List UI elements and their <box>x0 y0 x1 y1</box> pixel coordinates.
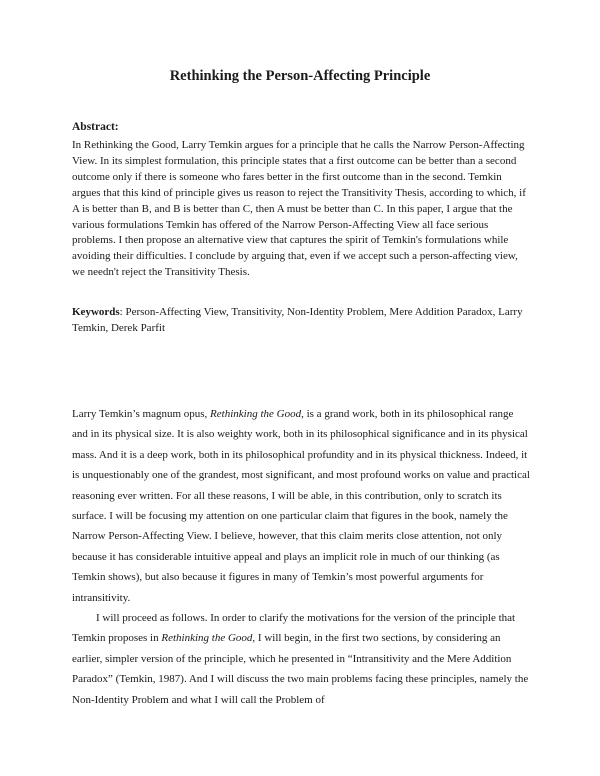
keywords <box>72 304 532 336</box>
paragraph-1 <box>72 404 532 608</box>
paragraph-1-rest: , is a grand work, both in its philosophical range and in its physical size. It is also weighty work, both in its philosophical significance and in its physical mass. And it is a deep work, both in its philosophical profundity and in its physical thickness. Indeed, it is unquestionably one of the grandest, most significant, and most profound works on value and practical reasoning ever written. For all these reasons, I will be able, in this contribution, only to scratch its surface. I will be focusing my attention on one particular claim that figures in the book, namely the Narrow Person-Affecting View. I believe, however, that this claim merits close attention, not only because it has considerable intuitive appeal and plays an implicit role in much of our thinking (as Temkin shows), but also because it figures in many of Temkin’s most powerful arguments for intransitivity. <box>72 408 530 604</box>
paper-title: Rethinking the Person-Affecting Principle <box>169 68 431 84</box>
keywords-label: Keywords <box>72 306 120 318</box>
paragraph-2-start: I will proceed as follows. In order to clarify the motivations for the version of the principle that Temkin proposes in <box>72 612 516 645</box>
abstract-text: In Rethinking the Good, Larry Temkin argues for a principle that he calls the Narrow Person-Affecting View. In its simplest formulation, this principle states that a first outcome can be better than a second outcome only if there is someone who fares better in the first outcome than in the second. Temkin argues that this kind of principle gives us reason to reject the Transitivity Thesis, according to which, if A is better than B, and B is better than C, then A must be better than C. In this paper, I argue that the various formulations Temkin has offered of the Narrow Person-Affecting View all face serious problems. I then propose an alternative view that captures the spirit of Temkin's formulations while avoiding their difficulties. I conclude by arguing that, even if we accept such a person-affecting view, we needn't reject the Transitivity Thesis. <box>72 139 526 279</box>
keywords-list: : Person-Affecting View, Transitivity, Non-Identity Problem, Mere Addition Paradox, Larry Temkin, Derek Parfit <box>72 306 523 334</box>
book-title-italic: Rethinking the Good <box>161 632 253 645</box>
book-title-italic: Rethinking the Good <box>210 408 302 420</box>
paragraph-2 <box>72 608 532 710</box>
paragraph-2-rest: , I will begin, in the first two sections, by considering an earlier, simpler version of the principle, which he presented in “Intransitivity and the Mere Addition Paradox” (Temkin, 1987). And I will discuss the two main problems facing these principles, namely the Non-Identity Problem and what I will call the Problem of <box>72 632 529 706</box>
paragraph-1-start: Larry Temkin’s magnum opus, <box>72 408 211 420</box>
body-text <box>72 404 532 710</box>
abstract-heading: Abstract: <box>72 121 119 133</box>
